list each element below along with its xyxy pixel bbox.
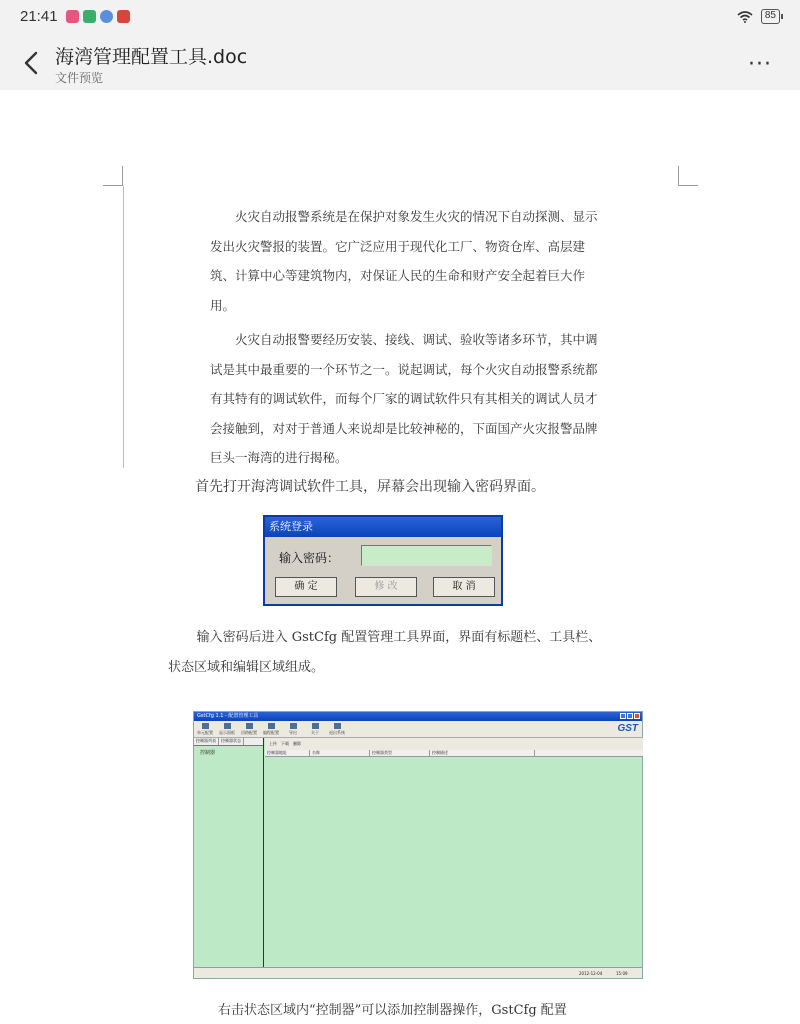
- toolbar-icon: [334, 723, 341, 729]
- wifi-icon: [737, 11, 753, 23]
- cancel-button: 取 消: [433, 577, 495, 597]
- app-notification-icon: [83, 10, 96, 23]
- confirm-button: 确 定: [275, 577, 337, 597]
- app-notification-icon: [66, 10, 79, 23]
- file-title: 海湾管理配置工具.doc: [55, 46, 248, 68]
- login-dialog-image: [263, 515, 503, 606]
- page-corner-mark: [678, 166, 698, 186]
- app-status-bar: [194, 967, 642, 978]
- grid-header: [265, 750, 643, 757]
- toolbar-item: 退出系统: [329, 723, 345, 736]
- paragraph: 火灾自动报警要经历安装、接线、调试、验收等诸多环节，其中调试是其中最重要的一个环节之一。说起调试，每个火灾自动报警系统都有其特有的调试软件，而每个厂家的调试软件只有其相关的调试人员才会接触到，对对于普通人来说却是比较神秘的，下面国产火灾报警品牌巨头一海湾的进行揭秘。: [210, 332, 598, 465]
- dialog-title: 系统登录: [265, 517, 501, 537]
- battery-indicator: 85: [761, 9, 780, 24]
- page-margin-line: [123, 186, 124, 468]
- preview-header: [0, 34, 800, 90]
- document-preview[interactable]: [0, 90, 800, 1024]
- minimize-icon: [620, 713, 626, 719]
- gst-logo: GST: [617, 723, 638, 734]
- delete-button: 删除: [293, 741, 301, 746]
- toolbar-icon: [202, 723, 209, 729]
- maximize-icon: [627, 713, 633, 719]
- grid-column-header: 控制器地址: [265, 750, 310, 756]
- toolbar-icon: [312, 723, 319, 729]
- grid-column-header: 控制描述: [430, 750, 535, 756]
- toolbar-item: 单元配置: [197, 723, 213, 736]
- app-notification-icon: [100, 10, 113, 23]
- toolbar-item: 显示面板: [219, 723, 235, 736]
- upload-button: 上传: [269, 741, 277, 746]
- paragraph: 输入密码后进入 GstCfg 配置管理工具界面，界面有标题栏、工具栏、状态区域和编辑区域组成。: [168, 630, 602, 675]
- password-field: [361, 545, 492, 566]
- left-tabs: [194, 738, 263, 746]
- app-notification-icon: [117, 10, 130, 23]
- toolbar-item: 关于: [307, 723, 323, 736]
- tree-root-controller: 控制器: [200, 750, 216, 756]
- grid-column-header: 名称: [310, 750, 370, 756]
- toolbar-icon: [246, 723, 253, 729]
- clock: 21:41: [20, 8, 58, 25]
- app-title-bar: [194, 712, 642, 721]
- window-controls: [620, 713, 640, 719]
- gstcfg-window-image: [193, 711, 643, 979]
- toolbar-icon: [224, 723, 231, 729]
- edit-area-panel: [265, 738, 643, 967]
- notification-icons: [66, 10, 130, 23]
- system-status-bar: [0, 0, 800, 34]
- paragraph: 右击状态区域内“控制器”可以添加控制器操作，GstCfg 配置: [218, 1003, 567, 1018]
- status-time: 15:09: [616, 971, 628, 976]
- paragraph: 火灾自动报警系统是在保护对象发生火灾的情况下自动探测、显示发出火灾警报的装置。它广泛应用于现代化工厂、物资仓库、高层建筑、计算中心等建筑物内，对保证人民的生命和财产安全起着巨大作用。: [210, 209, 598, 313]
- tab-controller-status: 控制器状态: [219, 738, 244, 745]
- password-label: 输入密码：: [279, 551, 340, 565]
- app-title: GstCfg 1.1 - 配置管理工具: [197, 713, 259, 719]
- app-toolbar: [194, 721, 642, 738]
- status-area-panel: [194, 738, 264, 967]
- edit-toolbar: [265, 738, 643, 750]
- modify-button: 修 改: [355, 577, 417, 597]
- paragraph: 首先打开海湾调试软件工具，屏幕会出现输入密码界面。: [195, 479, 545, 495]
- toolbar-icon: [290, 723, 297, 729]
- file-subtitle: 文件预览: [55, 71, 104, 85]
- more-menu-icon[interactable]: ···: [748, 52, 772, 77]
- grid-column-header: 控制器类型: [370, 750, 430, 756]
- tab-controller-list: 控制器列表: [194, 738, 219, 745]
- toolbar-item: 编程配置: [263, 723, 279, 736]
- page-corner-mark: [103, 166, 123, 186]
- close-icon: [634, 713, 640, 719]
- back-arrow-icon[interactable]: [20, 50, 44, 76]
- download-button: 下载: [281, 741, 289, 746]
- toolbar-item: 导出: [285, 723, 301, 736]
- toolbar-icon: [268, 723, 275, 729]
- status-date: 2012-12-04: [579, 971, 603, 976]
- toolbar-item: 回路配置: [241, 723, 257, 736]
